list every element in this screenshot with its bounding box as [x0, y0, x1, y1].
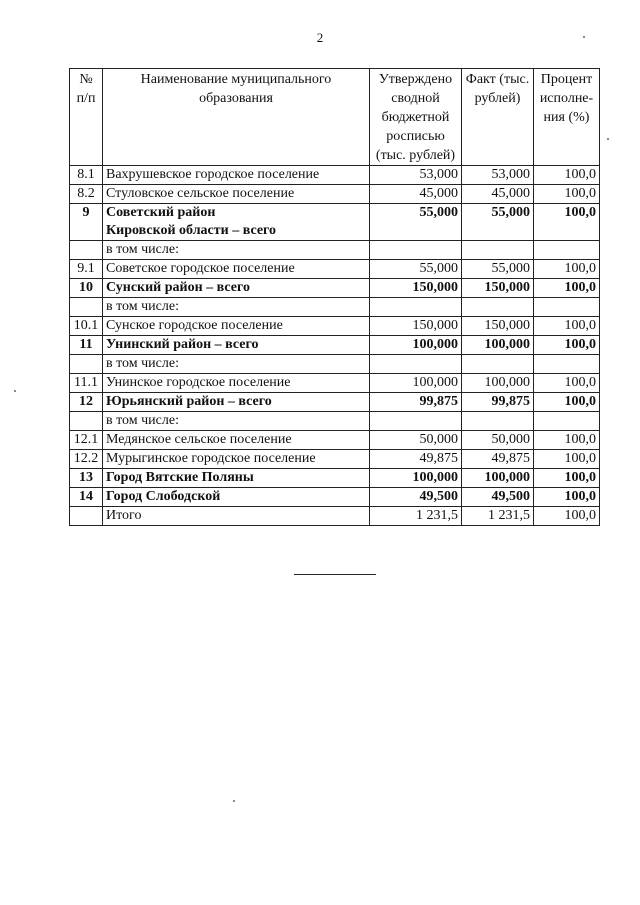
cell-num: 9.1 — [70, 260, 103, 279]
cell-name: Сунское городское поселение — [103, 317, 370, 336]
cell-approved — [370, 241, 462, 260]
table-row — [70, 507, 600, 526]
scan-speck — [583, 36, 585, 38]
closing-line — [294, 574, 376, 575]
cell-name: в том числе: — [103, 298, 370, 317]
header-approved: Утверждено сводной бюджетной росписью (тыс. рублей) — [370, 69, 462, 166]
cell-fact: 50,000 — [462, 431, 534, 450]
cell-name: Мурыгинское городское поселение — [103, 450, 370, 469]
cell-num: 13 — [70, 469, 103, 488]
cell-percent: 100,0 — [534, 374, 600, 393]
table-row — [70, 393, 600, 412]
cell-num — [70, 355, 103, 374]
cell-fact — [462, 241, 534, 260]
cell-percent — [534, 412, 600, 431]
cell-approved: 150,000 — [370, 279, 462, 298]
header-fact: Факт (тыс. рублей) — [462, 69, 534, 166]
cell-approved: 55,000 — [370, 260, 462, 279]
cell-fact: 100,000 — [462, 469, 534, 488]
cell-name: Советское городское поселение — [103, 260, 370, 279]
header-percent: Процент исполне-ния (%) — [534, 69, 600, 166]
cell-approved — [370, 355, 462, 374]
scan-speck — [14, 390, 16, 392]
cell-name: в том числе: — [103, 412, 370, 431]
cell-name — [103, 204, 370, 241]
cell-fact: 55,000 — [462, 260, 534, 279]
cell-fact: 49,500 — [462, 488, 534, 507]
cell-approved: 49,500 — [370, 488, 462, 507]
cell-percent — [534, 298, 600, 317]
table-row — [70, 279, 600, 298]
cell-percent: 100,0 — [534, 185, 600, 204]
cell-percent — [534, 241, 600, 260]
cell-approved: 150,000 — [370, 317, 462, 336]
table-row — [70, 355, 600, 374]
cell-fact — [462, 298, 534, 317]
scan-speck — [607, 138, 609, 140]
cell-fact: 45,000 — [462, 185, 534, 204]
cell-name: Город Вятские Поляны — [103, 469, 370, 488]
cell-num: 11.1 — [70, 374, 103, 393]
cell-approved — [370, 412, 462, 431]
cell-num: 11 — [70, 336, 103, 355]
cell-name: Унинское городское поселение — [103, 374, 370, 393]
cell-num: 14 — [70, 488, 103, 507]
table-row — [70, 241, 600, 260]
cell-percent: 100,0 — [534, 260, 600, 279]
table-row — [70, 185, 600, 204]
cell-approved: 53,000 — [370, 166, 462, 185]
header-num: № п/п — [70, 69, 103, 166]
cell-fact — [462, 412, 534, 431]
table-row — [70, 336, 600, 355]
cell-name: Медянское сельское поселение — [103, 431, 370, 450]
cell-name: Унинский район – всего — [103, 336, 370, 355]
table-row — [70, 431, 600, 450]
cell-percent: 100,0 — [534, 317, 600, 336]
cell-num: 12.2 — [70, 450, 103, 469]
cell-num — [70, 298, 103, 317]
table-row — [70, 166, 600, 185]
table-row — [70, 412, 600, 431]
cell-name: в том числе: — [103, 355, 370, 374]
cell-name: Юрьянский район – всего — [103, 393, 370, 412]
cell-name: Стуловское сельское поселение — [103, 185, 370, 204]
cell-percent: 100,0 — [534, 507, 600, 526]
cell-fact: 49,875 — [462, 450, 534, 469]
cell-approved: 50,000 — [370, 431, 462, 450]
cell-fact: 53,000 — [462, 166, 534, 185]
cell-name-line2: Кировской области – всего — [106, 223, 277, 238]
cell-name: в том числе: — [103, 241, 370, 260]
scan-speck — [233, 800, 235, 802]
cell-fact: 100,000 — [462, 336, 534, 355]
cell-num: 12 — [70, 393, 103, 412]
cell-percent: 100,0 — [534, 279, 600, 298]
cell-percent: 100,0 — [534, 488, 600, 507]
cell-num: 9 — [70, 204, 103, 241]
cell-percent: 100,0 — [534, 166, 600, 185]
cell-num: 10 — [70, 279, 103, 298]
cell-num — [70, 241, 103, 260]
cell-num: 12.1 — [70, 431, 103, 450]
cell-fact: 99,875 — [462, 393, 534, 412]
header-name: Наименование муниципального образования — [103, 69, 370, 166]
cell-percent: 100,0 — [534, 393, 600, 412]
cell-approved: 55,000 — [370, 204, 462, 241]
table-body — [70, 166, 600, 526]
cell-num — [70, 412, 103, 431]
table-row — [70, 374, 600, 393]
cell-name-line1: Советский район — [106, 205, 216, 220]
table-row — [70, 488, 600, 507]
cell-name: Сунский район – всего — [103, 279, 370, 298]
table-row — [70, 317, 600, 336]
cell-fact: 150,000 — [462, 279, 534, 298]
cell-fact: 100,000 — [462, 374, 534, 393]
cell-approved: 99,875 — [370, 393, 462, 412]
page-number: 2 — [316, 30, 324, 45]
table-header-row — [70, 69, 600, 166]
cell-percent: 100,0 — [534, 336, 600, 355]
cell-percent: 100,0 — [534, 450, 600, 469]
table-row — [70, 450, 600, 469]
table-row — [70, 298, 600, 317]
cell-approved: 1 231,5 — [370, 507, 462, 526]
cell-percent: 100,0 — [534, 469, 600, 488]
cell-fact: 55,000 — [462, 204, 534, 241]
cell-name: Итого — [103, 507, 370, 526]
cell-fact: 150,000 — [462, 317, 534, 336]
table-row — [70, 469, 600, 488]
cell-name: Вахрушевское городское поселение — [103, 166, 370, 185]
cell-approved: 100,000 — [370, 374, 462, 393]
cell-num: 10.1 — [70, 317, 103, 336]
cell-percent — [534, 355, 600, 374]
cell-approved: 100,000 — [370, 469, 462, 488]
cell-percent: 100,0 — [534, 431, 600, 450]
cell-approved: 45,000 — [370, 185, 462, 204]
cell-num — [70, 507, 103, 526]
table-row — [70, 260, 600, 279]
cell-approved: 100,000 — [370, 336, 462, 355]
cell-approved: 49,875 — [370, 450, 462, 469]
table-row — [70, 204, 600, 241]
cell-num: 8.2 — [70, 185, 103, 204]
cell-fact — [462, 355, 534, 374]
budget-execution-table — [69, 68, 600, 526]
cell-name: Город Слободской — [103, 488, 370, 507]
cell-num: 8.1 — [70, 166, 103, 185]
cell-percent: 100,0 — [534, 204, 600, 241]
cell-fact: 1 231,5 — [462, 507, 534, 526]
cell-approved — [370, 298, 462, 317]
